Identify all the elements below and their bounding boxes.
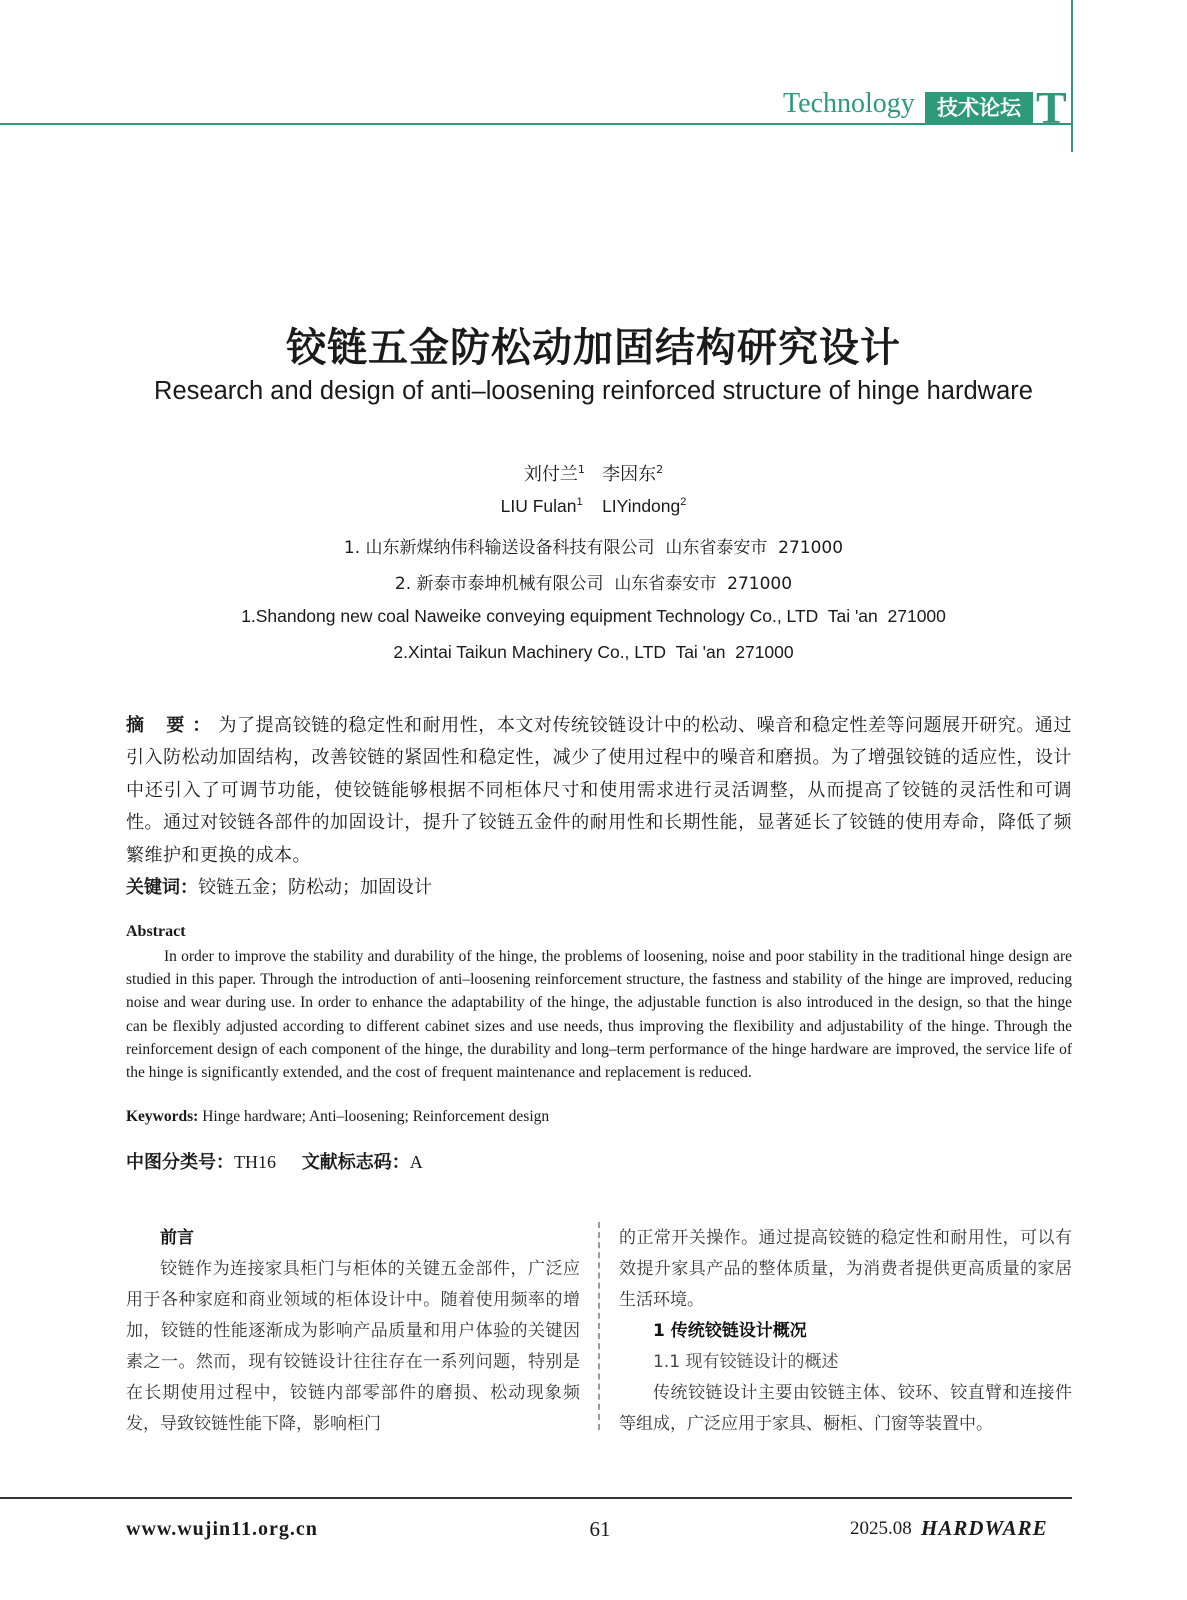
author-name: LIU Fulan (500, 496, 577, 516)
intro-heading: 前言 (160, 1228, 194, 1248)
keywords-en-label: Keywords: (126, 1108, 199, 1125)
title-en: Research and design of anti–loosening reinforced structure of hinge hardware (154, 377, 1033, 405)
header-vertical-rule (1071, 0, 1073, 152)
footer-rule (0, 1497, 1072, 1499)
title-cn: 铰链五金防松动加固结构研究设计 (286, 325, 901, 371)
author-name: LIYindong (602, 496, 681, 516)
issue-date: 2025.08 (850, 1518, 912, 1539)
author-sup: 1 (576, 496, 583, 509)
abstract-en-heading: Abstract (126, 923, 186, 940)
keywords-en-text: Hinge hardware; Anti–loosening; Reinforcement design (198, 1108, 550, 1125)
column-divider (598, 1222, 600, 1430)
author-sup: 2 (680, 496, 687, 509)
author-name: 刘付兰 (523, 464, 578, 485)
keywords-cn-label: 关键词： (126, 877, 198, 898)
affiliation-1-cn: 1. 山东新煤纳伟科输送设备科技有限公司 山东省泰安市 271000 (343, 538, 844, 558)
section-1-heading: 1 传统铰链设计概况 (653, 1321, 807, 1341)
header-rule (0, 123, 1072, 125)
section-label-en: Technology (783, 88, 915, 119)
author-sup: 2 (656, 463, 664, 476)
clc-label: 中图分类号： (126, 1152, 234, 1173)
abstract-cn-text: 为了提高铰链的稳定性和耐用性，本文对传统铰链设计中的松动、噪音和稳定性差等问题展开研究。通过引入防松动加固结构，改善铰链的紧固性和稳定性，减少了使用过程中的噪音和磨损。为了增强铰链的适应性，设计中还引入了可调节功能，使铰链能够根据不同柜体尺寸和使用需求进行灵活调整，从而提高了铰链的灵活性和可调性。通过对铰链各部件的加固设计，提升了铰链五金件的耐用性和长期性能，显著延长了铰链的使用寿命，降低了频繁维护和更换的成本。 (126, 715, 1072, 866)
classification-line (126, 1148, 443, 1174)
affiliation-2-cn: 2. 新泰市泰坤机械有限公司 山东省泰安市 271000 (394, 574, 793, 594)
author-name: 李因东 (602, 464, 657, 485)
affiliation-1-en: 1.Shandong new coal Naweike conveying equipment Technology Co., LTD Tai 'an 271000 (241, 606, 946, 626)
intro-paragraph: 铰链作为连接家具柜门与柜体的关键五金部件，广泛应用于各种家庭和商业领域的柜体设计中。随着使用频率的增加，铰链的性能逐渐成为影响产品质量和用户体验的关键因素之一。然而，现有铰链设计往往存在一系列问题，特别是在长期使用过程中，铰链内部零部件的磨损、松动现象频发，导致铰链性能下降，影响柜门 (126, 1259, 580, 1434)
page-number: 61 (589, 1517, 611, 1541)
section-1-1-paragraph: 传统铰链设计主要由铰链主体、铰环、铰直臂和连接件等组成，广泛应用于家具、橱柜、门窗等装置中。 (619, 1383, 1072, 1434)
body-column-right (619, 1223, 1072, 1440)
keywords-cn (126, 873, 432, 899)
author-sup: 1 (577, 463, 585, 476)
authors-cn (0, 460, 1187, 486)
abstract-en-text: In order to improve the stability and durability of the hinge, the problems of loosening, noise and poor stability in the traditional hinge design are studied in this paper. Through the introduction of anti–loosening reinforcement structure, the fastness and stability of the hinge are improved, reducing noise and wear during use. In order to enhance the adaptability of the hinge, the adjustable function is also introduced in the design, so that the hinge can be flexibly adjusted according to different cabinet sizes and use needs, thus improving the flexibility and adjustability of the hinge. Through the reinforcement design of each component of the hinge, the durability and long–term performance of the hinge hardware are improved, the service life of the hinge is significantly extended, and the cost of frequent maintenance and replacement is reduced. (126, 948, 1072, 1082)
abstract-cn-label: 摘 要： (126, 715, 219, 736)
footer-url: www.wujin11.org.cn (126, 1518, 318, 1540)
journal-brand: HARDWARE (921, 1516, 1048, 1540)
affiliation-2-en: 2.Xintai Taikun Machinery Co., LTD Tai 'an 271000 (393, 642, 794, 662)
abstract-cn (126, 710, 1072, 872)
body-column-left (126, 1223, 580, 1440)
keywords-en (126, 1108, 549, 1126)
doc-code-label: 文献标志码： (301, 1152, 410, 1173)
section-label-cn: 技术论坛 (925, 92, 1033, 124)
clc-value: TH16 (234, 1152, 276, 1172)
doc-code-value: A (409, 1152, 423, 1172)
keywords-cn-text: 铰链五金；防松动；加固设计 (198, 877, 432, 898)
authors-en (0, 496, 1187, 517)
section-letter: T (1036, 82, 1067, 133)
section-1-1-heading: 1.1 现有铰链设计的概述 (653, 1352, 839, 1372)
intro-paragraph-continued: 的正常开关操作。通过提高铰链的稳定性和耐用性，可以有效提升家具产品的整体质量，为消费者提供更高质量的家居生活环境。 (619, 1228, 1072, 1310)
